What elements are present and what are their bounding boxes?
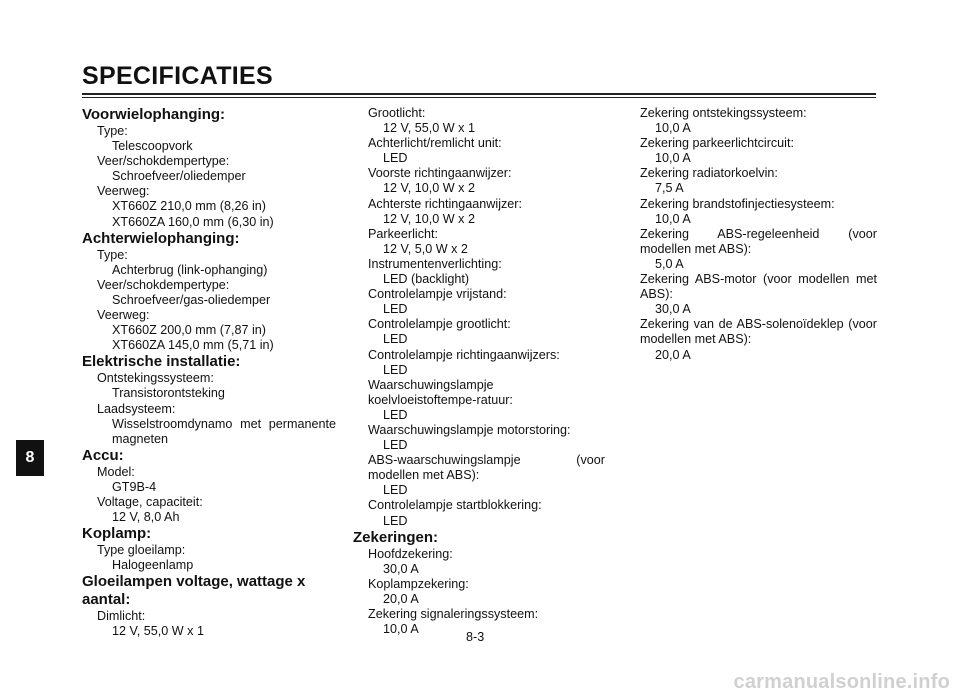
spec-value: Achterbrug (link-ophanging) <box>112 262 268 277</box>
spec-value: 12 V, 10,0 W x 2 <box>383 211 475 226</box>
page-title: SPECIFICATIES <box>82 62 273 90</box>
spec-label: Veer/schokdempertype: <box>97 154 230 169</box>
spec-value: XT660ZA 160,0 mm (6,30 in) <box>112 214 274 229</box>
spec-label: Grootlicht: <box>368 106 426 120</box>
spec-value: LED <box>383 302 408 317</box>
spec-heading: Accu: <box>82 446 124 464</box>
spec-value: GT9B-4 <box>112 479 157 494</box>
spec-label: Type: <box>97 247 128 262</box>
spec-heading: Gloeilampen voltage, wattage x aantal: <box>82 573 306 609</box>
spec-label: Zekering parkeerlichtcircuit: <box>640 136 794 151</box>
spec-label: Veer/schokdempertype: <box>97 277 230 292</box>
spec-value: XT660Z 210,0 mm (8,26 in) <box>112 199 266 214</box>
spec-value: 30,0 A <box>383 561 419 576</box>
spec-value: LED <box>383 362 408 377</box>
spec-label: Zekering radiatorkoelvin: <box>640 166 778 181</box>
spec-label: Zekering ABS-regeleenheid (voor modellen met ABS): <box>640 226 877 256</box>
spec-label: Zekering van de ABS-solenoïdeklep (voor modellen met ABS): <box>640 317 877 347</box>
spec-value: 30,0 A <box>655 302 691 317</box>
spec-value: LED (backlight) <box>383 272 470 287</box>
spec-value: Halogeenlamp <box>112 558 194 573</box>
spec-label: Waarschuwingslampje motorstoring: <box>368 422 571 437</box>
spec-value: LED <box>383 407 408 422</box>
page-number: 8-3 <box>466 630 485 644</box>
spec-value: 12 V, 10,0 W x 2 <box>383 181 475 196</box>
spec-value: LED <box>383 438 408 453</box>
spec-label: Veerweg: <box>97 308 150 323</box>
spec-value: XT660ZA 145,0 mm (5,71 in) <box>112 338 274 353</box>
spec-label: Controlelampje startblokkering: <box>368 498 542 513</box>
spec-value: 20,0 A <box>383 591 419 606</box>
spec-value: 12 V, 55,0 W x 1 <box>383 121 475 136</box>
spec-value: 10,0 A <box>655 121 691 136</box>
spec-value: LED <box>383 513 408 528</box>
spec-label: Laadsysteem: <box>97 401 176 416</box>
spec-label: Zekering signaleringssysteem: <box>368 607 539 621</box>
spec-label: ABS-waarschuwingslampje (voor modellen met ABS): <box>368 453 605 483</box>
spec-column-1 <box>82 106 336 640</box>
spec-column-3 <box>625 106 877 363</box>
spec-heading: Koplamp: <box>82 525 152 543</box>
spec-label: Model: <box>97 464 135 479</box>
spec-label: Type gloeilamp: <box>97 543 186 558</box>
spec-value: XT660Z 200,0 mm (7,87 in) <box>112 323 266 338</box>
spec-label: Veerweg: <box>97 184 150 199</box>
spec-label: Ontstekingssysteem: <box>97 371 214 386</box>
spec-label: Controlelampje richtingaanwijzers: <box>368 347 560 362</box>
spec-label: Voltage, capaciteit: <box>97 494 203 509</box>
spec-label: Type: <box>97 124 128 138</box>
spec-label: Achterlicht/remlicht unit: <box>368 136 502 151</box>
spec-label: Zekering ABS-motor (voor modellen met ABS): <box>640 272 877 302</box>
spec-label: Achterste richtingaanwijzer: <box>368 196 522 211</box>
spec-value: Transistorontsteking <box>112 386 225 401</box>
spec-value: Schroefveer/oliedemper <box>112 169 246 184</box>
spec-heading: Achterwielophanging: <box>82 229 240 247</box>
spec-value: LED <box>383 151 408 166</box>
spec-value: 7,5 A <box>655 181 684 196</box>
title-rule <box>82 93 876 95</box>
spec-value: 10,0 A <box>383 622 419 637</box>
spec-value: Telescoopvork <box>112 139 193 154</box>
spec-label: Controlelampje vrijstand: <box>368 287 507 302</box>
spec-value: 12 V, 5,0 W x 2 <box>383 241 468 256</box>
spec-heading: Zekeringen: <box>353 528 439 546</box>
spec-label: Waarschuwingslampje koelvloeistoftempe-ratuur: <box>368 377 513 407</box>
spec-value: LED <box>383 483 408 498</box>
spec-value: Wisselstroomdynamo met permanente magneten <box>112 416 336 446</box>
spec-value: 10,0 A <box>655 211 691 226</box>
spec-value: 5,0 A <box>655 256 684 271</box>
title-rule-thin <box>82 97 876 98</box>
spec-label: Instrumentenverlichting: <box>368 256 502 271</box>
spec-label: Zekering brandstofinjectiesysteem: <box>640 196 835 211</box>
spec-value: 10,0 A <box>655 151 691 166</box>
spec-value: 20,0 A <box>655 347 691 362</box>
spec-value: LED <box>383 332 408 347</box>
spec-label: Zekering ontstekingssysteem: <box>640 106 807 120</box>
spec-value: 12 V, 55,0 W x 1 <box>112 624 204 639</box>
spec-label: Dimlicht: <box>97 609 146 624</box>
spec-heading: Elektrische installatie: <box>82 353 241 371</box>
chapter-tab: 8 <box>16 440 44 476</box>
watermark: carmanualsonline.info <box>733 671 950 693</box>
spec-label: Parkeerlicht: <box>368 226 438 241</box>
spec-label: Voorste richtingaanwijzer: <box>368 166 512 181</box>
spec-label: Controlelampje grootlicht: <box>368 317 511 332</box>
spec-heading: Voorwielophanging: <box>82 106 226 123</box>
spec-column-2 <box>353 106 605 637</box>
spec-label: Hoofdzekering: <box>368 546 453 561</box>
spec-label: Koplampzekering: <box>368 576 469 591</box>
spec-value: Schroefveer/gas-oliedemper <box>112 292 271 307</box>
spec-value: 12 V, 8,0 Ah <box>112 510 180 525</box>
